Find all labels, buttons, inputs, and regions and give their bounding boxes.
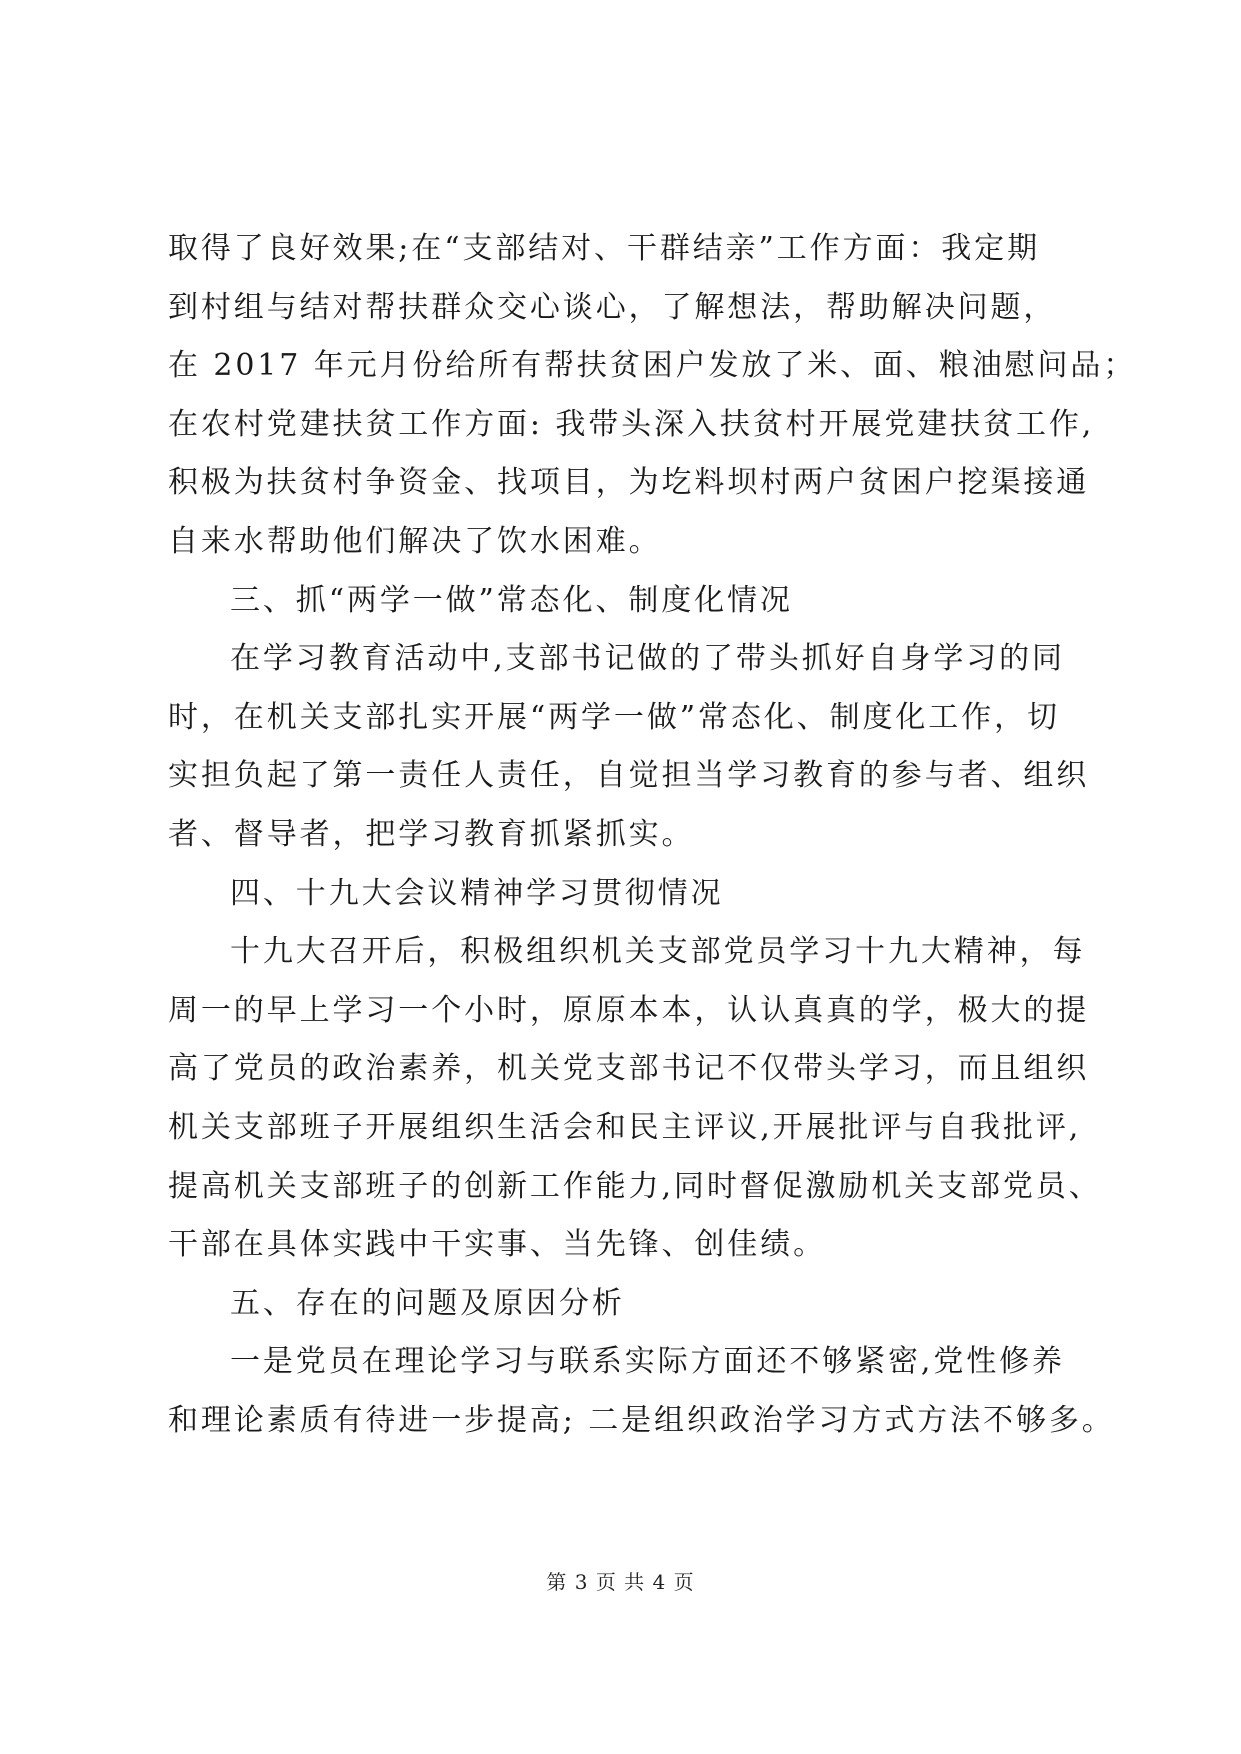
body-line: 在 2017 年元月份给所有帮扶贫困户发放了米、面、粮油慰问品；: [168, 348, 1137, 384]
paragraph-first-line: 一是党员在理论学习与联系实际方面还不够紧密,党性修养: [230, 1344, 1065, 1380]
body-line: 积极为扶贫村争资金、找项目，为圪料坝村两户贫困户挖渠接通: [168, 465, 1090, 501]
body-line: 实担负起了第一责任人责任，自觉担当学习教育的参与者、组织: [168, 758, 1090, 794]
section-heading: 五、存在的问题及原因分析: [230, 1285, 625, 1321]
paragraph-first-line: 在学习教育活动中,支部书记做的了带头抓好自身学习的同: [230, 641, 1065, 677]
body-line: 高了党员的政治素养，机关党支部书记不仅带头学习，而且组织: [168, 1051, 1090, 1087]
body-line: 到村组与结对帮扶群众交心谈心，了解想法，帮助解决问题，: [168, 289, 1057, 325]
body-line: 时，在机关支部扎实开展“两学一做”常态化、制度化工作，切: [168, 699, 1060, 735]
body-line: 在农村党建扶贫工作方面: 我带头深入扶贫村开展党建扶贫工作,: [168, 406, 1095, 442]
body-line: 和理论素质有待进一步提高; 二是组织政治学习方式方法不够多。: [168, 1402, 1115, 1438]
page-number-footer: 第 3 页 共 4 页: [546, 1570, 695, 1594]
body-line: 机关支部班子开展组织生活会和民主评议,开展批评与自我批评,: [168, 1109, 1082, 1145]
body-line: 提高机关支部班子的创新工作能力,同时督促激励机关支部党员、: [168, 1168, 1102, 1204]
paragraph-first-line: 十九大召开后，积极组织机关支部党员学习十九大精神，每: [230, 934, 1086, 970]
body-line: 者、督导者，把学习教育抓紧抓实。: [168, 816, 695, 852]
body-line: 周一的早上学习一个小时，原原本本，认认真真的学，极大的提: [168, 992, 1090, 1028]
section-heading: 三、抓“两学一做”常态化、制度化情况: [230, 582, 793, 618]
body-line: 干部在具体实践中干实事、当先锋、创佳绩。: [168, 1227, 826, 1263]
body-line: 取得了良好效果;在“支部结对、干群结亲”工作方面：我定期: [168, 231, 1040, 266]
body-line: 自来水帮助他们解决了饮水困难。: [168, 523, 662, 559]
section-heading: 四、十九大会议精神学习贯彻情况: [230, 875, 724, 911]
document-body: [168, 231, 1137, 1462]
